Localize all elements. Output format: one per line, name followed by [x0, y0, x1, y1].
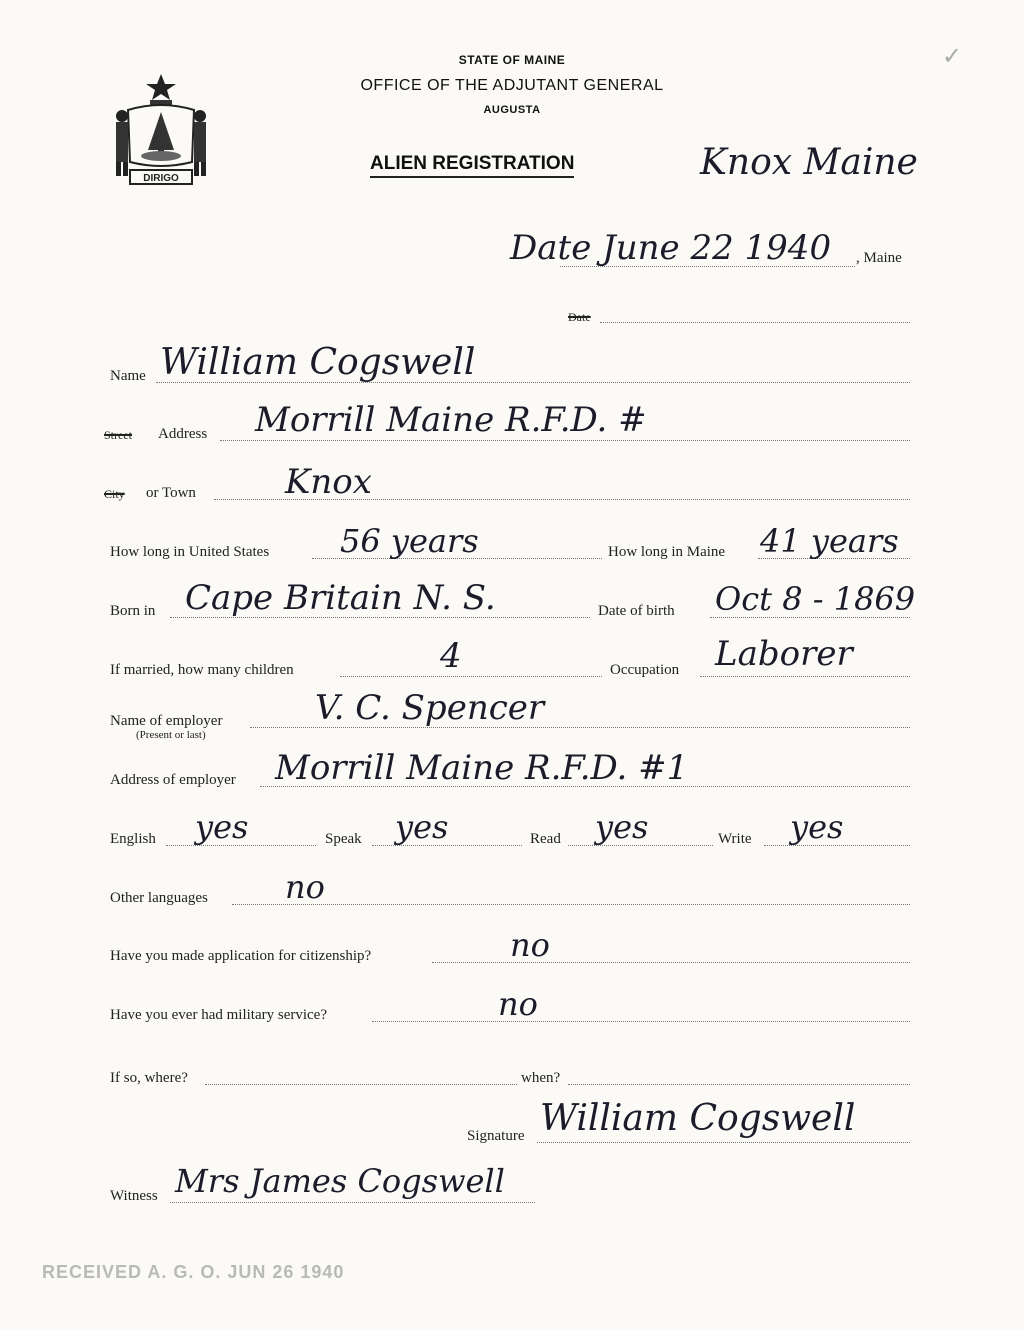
read-value: yes: [595, 808, 649, 846]
checkmark-icon: ✓: [942, 44, 963, 70]
born-in-label: Born in: [110, 603, 156, 619]
date-handwritten: Date June 22 1940: [510, 228, 832, 268]
dob-value: Oct 8 - 1869: [715, 580, 916, 618]
handwritten-place: Knox Maine: [700, 142, 918, 183]
write-label: Write: [718, 831, 752, 847]
town-struck: City: [104, 487, 125, 501]
other-languages-value: no: [285, 868, 325, 906]
witness-value: Mrs James Cogswell: [175, 1162, 505, 1200]
signature-label: Signature: [467, 1128, 525, 1144]
occupation-value: Laborer: [715, 634, 853, 674]
header-state: STATE OF MAINE: [458, 53, 566, 67]
speak-label: Speak: [325, 831, 362, 847]
employer-sublabel: (Present or last): [136, 729, 206, 741]
born-in-value: Cape Britain N. S.: [185, 578, 496, 618]
date-suffix: , Maine: [856, 250, 902, 266]
citizenship-label: Have you made application for citizenship?: [110, 948, 372, 964]
military-label: Have you ever had military service?: [110, 1007, 327, 1023]
other-languages-label: Other languages: [110, 890, 208, 906]
header-office: OFFICE OF THE ADJUTANT GENERAL: [360, 77, 664, 94]
speak-value: yes: [395, 808, 449, 846]
signature-value: William Cogswell: [540, 1098, 856, 1139]
address-label: Address: [158, 426, 208, 442]
english-label: English: [110, 831, 156, 847]
read-label: Read: [530, 831, 561, 847]
form-title: ALIEN REGISTRATION: [370, 153, 574, 178]
received-stamp: RECEIVED A. G. O. JUN 26 1940: [42, 1262, 345, 1282]
employer-address-label: Address of employer: [110, 772, 236, 788]
children-label: If married, how many children: [110, 662, 294, 678]
english-value: yes: [195, 808, 249, 846]
where-label: If so, where?: [110, 1070, 188, 1086]
children-value: 4: [440, 636, 462, 676]
witness-label: Witness: [110, 1188, 158, 1204]
name-label: Name: [110, 368, 146, 384]
address-struck: Street: [104, 428, 132, 442]
employer-label: Name of employer: [110, 713, 223, 729]
dob-label: Date of birth: [598, 603, 675, 619]
when-label: when?: [521, 1070, 561, 1086]
military-value: no: [498, 985, 538, 1023]
years-us-value: 56 years: [340, 522, 479, 560]
write-value: yes: [790, 808, 844, 846]
employer-value: V. C. Spencer: [315, 688, 545, 728]
citizenship-value: no: [510, 926, 550, 964]
header-city: AUGUSTA: [483, 104, 541, 116]
town-label: or Town: [146, 485, 196, 501]
years-maine-label: How long in Maine: [608, 544, 726, 560]
town-value: Knox: [285, 462, 372, 502]
address-value: Morrill Maine R.F.D. #: [255, 400, 647, 440]
date-struck-label: Date: [568, 310, 591, 324]
employer-address-value: Morrill Maine R.F.D. #1: [275, 748, 689, 788]
years-maine-value: 41 years: [760, 522, 899, 560]
seal-motto: DIRIGO: [143, 173, 179, 184]
name-value: William Cogswell: [160, 342, 476, 383]
years-us-label: How long in United States: [110, 544, 270, 560]
occupation-label: Occupation: [610, 662, 680, 678]
